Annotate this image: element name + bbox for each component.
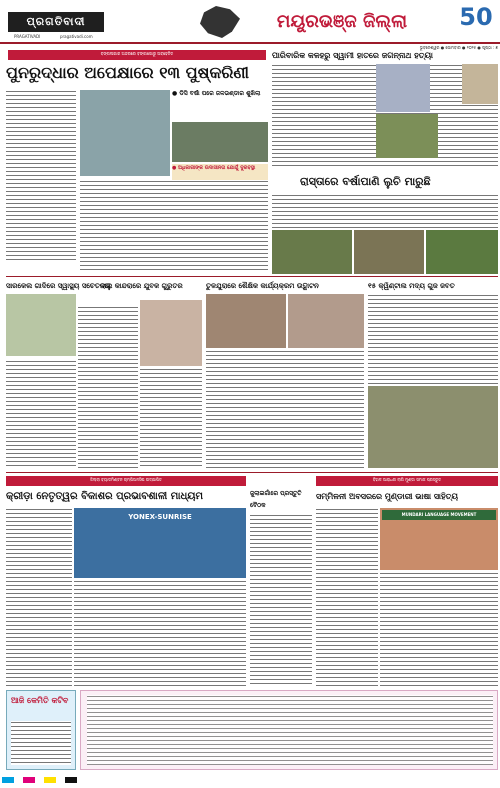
school-photo-1: [206, 294, 286, 348]
school-headline: ତୁଳଯୁରାରେ ଶୈକ୍ଷିକ କାର୍ଯ୍ୟକ୍ରମ ଉଦ୍ଘାଟନ: [206, 282, 319, 290]
youth-photo: [140, 300, 202, 366]
language-kicker: ବିହାଳ ଆରାଧନା ଲାଗି ମୁଣ୍ଡା ସମାଜ ପ୍ରସ୍ତୁତ: [316, 476, 498, 486]
top-right-headline: ପାରିବାରିକ କଳହରୁ ସ୍ୱାମୀ ହାତରେ ଜଗନ୍ନାଥ ହତ୍ୟା: [272, 51, 433, 60]
sports-body: [6, 508, 72, 686]
rain-headline: ରାସ୍ତାରେ ବର୍ଷାପାଣି ଲୁଚି ମାରୁଛି: [300, 175, 431, 188]
lead-body: [6, 90, 76, 260]
print-colour-bar: [0, 772, 500, 788]
meeting-body: [250, 514, 312, 686]
lead-subheads: [172, 90, 268, 120]
rain-photo-3: [426, 230, 498, 274]
lead-headline: ପୁନରୁଦ୍ଧାର ଅପେକ୍ଷାରେ ୧୩ ପୁଷ୍କରିଣୀ: [6, 63, 249, 82]
language-body: [316, 508, 378, 686]
lead-kicker: ବଙ୍ଗଳାଗାର ଅନ୍ଦରରେ ବଙ୍କାଗୋରୁ ଅବହେଳିତ: [8, 50, 266, 60]
horoscope-text: [87, 695, 493, 765]
yellow-swatch: [44, 777, 56, 783]
sports-kicker: ଜିଲ୍ଲା ବ୍ୟାଡମିଣ୍ଟନ ଚାମ୍ପିଅନସିପ ଉଦ୍‌ଯାପିତ: [6, 476, 246, 486]
school-body: [206, 350, 364, 468]
language-banner-text: MUNDARI LANGUAGE MOVEMENT: [382, 510, 496, 520]
language-body-2: [380, 572, 498, 686]
accident-body: [368, 294, 498, 384]
dateline: ଭୁବନେଶ୍ୱର ● ସୋମବାର ● ୨୦୨୫ ● ପୃଷ୍ଠା : ୭: [419, 45, 498, 50]
section-divider-2: [6, 472, 498, 473]
lead-photo-left: [80, 90, 170, 176]
health-photo: [6, 294, 76, 356]
today-box-title: ଆଜି କେମିତି କଟିବ: [11, 696, 69, 705]
language-headline: ସମ୍ମିଳନୀ ଅବସରରେ ମୁଣ୍ଡାରୀ ଭାଷା ସାହିତ୍ୟ: [316, 492, 458, 501]
anniversary-logo: 50: [459, 3, 493, 31]
health-headline: ସାରକେଲ ଗାଦିରେ ସ୍ୱାସ୍ଥ୍ୟ ସଚେତନତା: [6, 282, 111, 290]
magenta-swatch: [23, 777, 35, 783]
youth-body-2: [140, 368, 202, 468]
rain-photo-2: [354, 230, 424, 274]
today-box: [6, 690, 76, 770]
horoscope-grid: [80, 690, 498, 770]
school-photo-2: [288, 294, 364, 348]
top-right-photo-2: [462, 64, 498, 104]
today-box-body: [11, 721, 71, 765]
sports-banner-text: YONEX-SUNRISE: [128, 513, 192, 521]
sports-photo: [74, 508, 246, 578]
lead-photo-right: [172, 122, 268, 162]
youth-headline: ଲାଲୁ କାନ୍ଦରାରେ ଯୁବକ ଗୁରୁତର: [100, 282, 183, 290]
rain-body: [272, 194, 498, 230]
rain-photo-1: [272, 230, 352, 274]
health-body: [6, 360, 76, 468]
youth-body: [78, 306, 138, 468]
paper-logo: ପ୍ରଗତିବାଦୀ: [8, 12, 104, 32]
section-divider: [6, 276, 498, 277]
sports-headline: କ୍ରୀଡ଼ା ନେତୃତ୍ୱର ବିକାଶର ପ୍ରଭାବଶାଳୀ ମାଧ୍ୟମ: [6, 491, 203, 502]
sports-body-2: [74, 580, 246, 686]
lead-body-2: [80, 180, 268, 272]
paper-name-latin: PRAGATIVADI: [14, 34, 41, 39]
meeting-headline: ଜୁଲାଇଗାଁରେ ପ୍ରସ୍ତୁତି ବୈଠକ: [250, 490, 302, 509]
accident-photo: [368, 386, 498, 468]
section-title: ମୟୂରଭଞ୍ଜ ଜିଲ୍ଲା: [242, 6, 442, 38]
accident-headline: ୧୫ କ୍ୱିଣ୍ଟାଲ ମଦ୍ୟ ଗୁଜ ଜବତ: [368, 282, 455, 290]
top-right-photo-1: [376, 64, 430, 112]
black-swatch: [65, 777, 77, 783]
website: pragativadi.com: [60, 34, 93, 39]
lead-subhead-1: ● ଡିସି ବର୍ଷା ପରେ ଜଳଭଣ୍ଡାର ଶୁଖିଲା: [172, 90, 261, 97]
top-right-photo-3: [376, 114, 438, 158]
lead-subhead-2: ● ଅଧିକାରୀଙ୍କ ଉଦାସୀନତା ଯୋଗୁଁ ଦୁରବସ୍ଥା: [172, 164, 268, 180]
language-photo: [380, 508, 498, 570]
cyan-swatch: [2, 777, 14, 783]
